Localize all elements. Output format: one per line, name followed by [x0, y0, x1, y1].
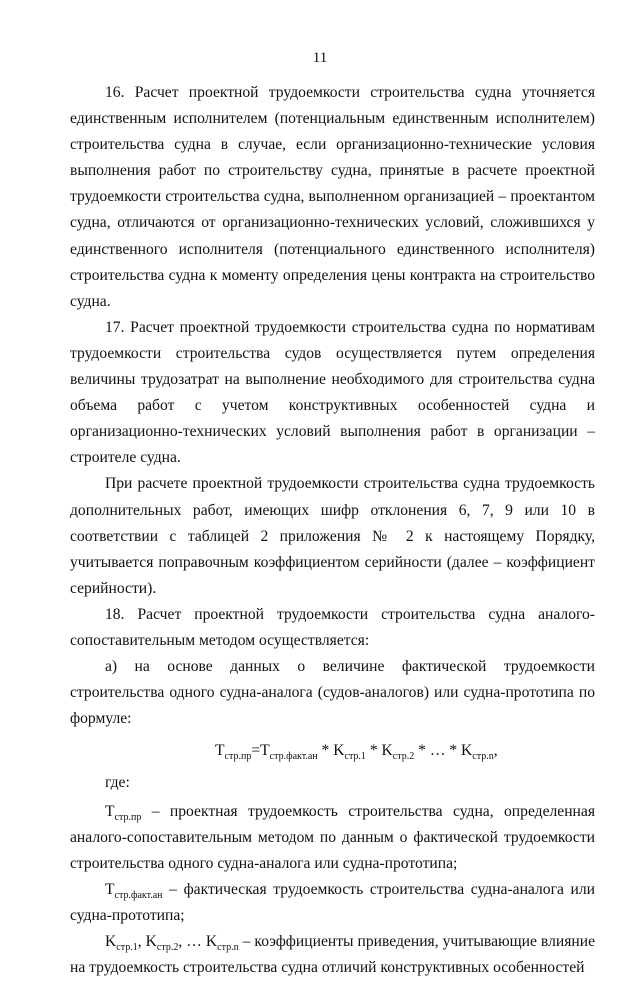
paragraph-18a: а) на основе данных о величине фактической трудоемкости строительства одного судна-аналога (судов-аналогов) или судна-прототипа по формуле:: [70, 658, 595, 728]
paragraph-17: 17. Расчет проектной трудоемкости строительства судна по нормативам трудоемкости строительства судов осуществляется путем определения величины трудозатрат на выполнение необходимого для строительства судна объема работ с учетом конструктивных особенностей судна и организационно-технических условий выполнения работ в организации – строителе судна.: [70, 318, 595, 467]
coef-k2: K: [145, 933, 157, 950]
def1-text: – проектная трудоемкость строительства судна, определенная аналого-сопоставительным методом по данным о фактической трудоемкости строительства одного судна-аналога или судна-прототипа;: [70, 802, 595, 872]
paragraph-seriality: При расчете проектной трудоемкости строительства судна трудоемкость дополнительных работ, имеющих шифр отклонения 6, 7, 9 или 10 в соответствии с таблицей 2 приложения № 2 к настоящему Порядку, учитывается поправочным коэффициентом серийности (далее – коэффициент серийности).: [70, 475, 595, 597]
definition-t-str-fakt: [70, 877, 595, 929]
formula-lhs-sub: стр.пр: [224, 751, 252, 763]
page-number: 11: [312, 50, 328, 66]
formula-kn-sub: стр.n: [472, 751, 494, 763]
paragraph-18: 18. Расчет проектной трудоемкости строительства судна аналого-сопоставительным методом осуществляется:: [70, 605, 595, 649]
coef-k2-sub: стр.2: [156, 942, 179, 954]
formula-op-4: *: [449, 742, 462, 760]
formula-lhs: T: [215, 742, 225, 760]
document-body: [70, 80, 595, 981]
def1-symbol: T: [105, 802, 115, 820]
def2-symbol-sub: стр.факт.ан: [114, 889, 163, 901]
formula-k1: K: [333, 742, 345, 760]
coef-text: – коэффициенты приведения, учитывающие влияние на трудоемкость строительства судна отличий конструктивных особенностей: [70, 933, 596, 977]
coef-kn-sub: стр.n: [217, 942, 239, 954]
formula-op-2: *: [365, 742, 382, 760]
def1-symbol-sub: стр.пр: [114, 811, 142, 823]
formula-eq: =: [251, 742, 261, 760]
def2-text: – фактическая трудоемкость строительства судна-аналога или судна-прототипа;: [70, 880, 595, 924]
formula-op-3: *: [414, 742, 430, 760]
coef-sep-1: ,: [137, 933, 146, 950]
coef-sep-2: ,: [178, 933, 187, 950]
coef-k1: K: [105, 933, 117, 950]
formula-k1-sub: стр.1: [344, 751, 366, 763]
coef-kn: K: [205, 933, 218, 950]
formula-kn: K: [461, 742, 473, 760]
formula-k2-sub: стр.2: [392, 751, 415, 763]
where-label: где:: [105, 774, 130, 792]
coef-k1-sub: стр.1: [116, 942, 138, 954]
labor-formula: [70, 738, 595, 764]
formula-dots: …: [429, 742, 450, 760]
formula-op-1: *: [317, 742, 334, 760]
coef-dots: …: [186, 933, 206, 950]
formula-k2: K: [381, 742, 393, 760]
def2-symbol: T: [105, 880, 115, 898]
definition-coefficients: [70, 929, 595, 981]
paragraph-16: 16. Расчет проектной трудоемкости строительства судна уточняется единственным исполнителем (потенциальным единственным исполнителем) строительства судна в случае, если организационно-технические условия выполнения работ по строительству судна, принятые в расчете проектной трудоемкости строительства судна, выполненном организацией – проектантом судна, отличаются от организационно-технических условий, сложившихся у единственного исполнителя (потенциального единственного исполнителя) строительства судна к моменту определения цены контракта на строительство судна.: [70, 84, 595, 310]
formula-t-sub: стр.факт.ан: [269, 751, 318, 763]
formula-end: ,: [493, 742, 498, 760]
definition-t-str-pr: [70, 799, 595, 877]
formula-t: T: [260, 742, 270, 760]
